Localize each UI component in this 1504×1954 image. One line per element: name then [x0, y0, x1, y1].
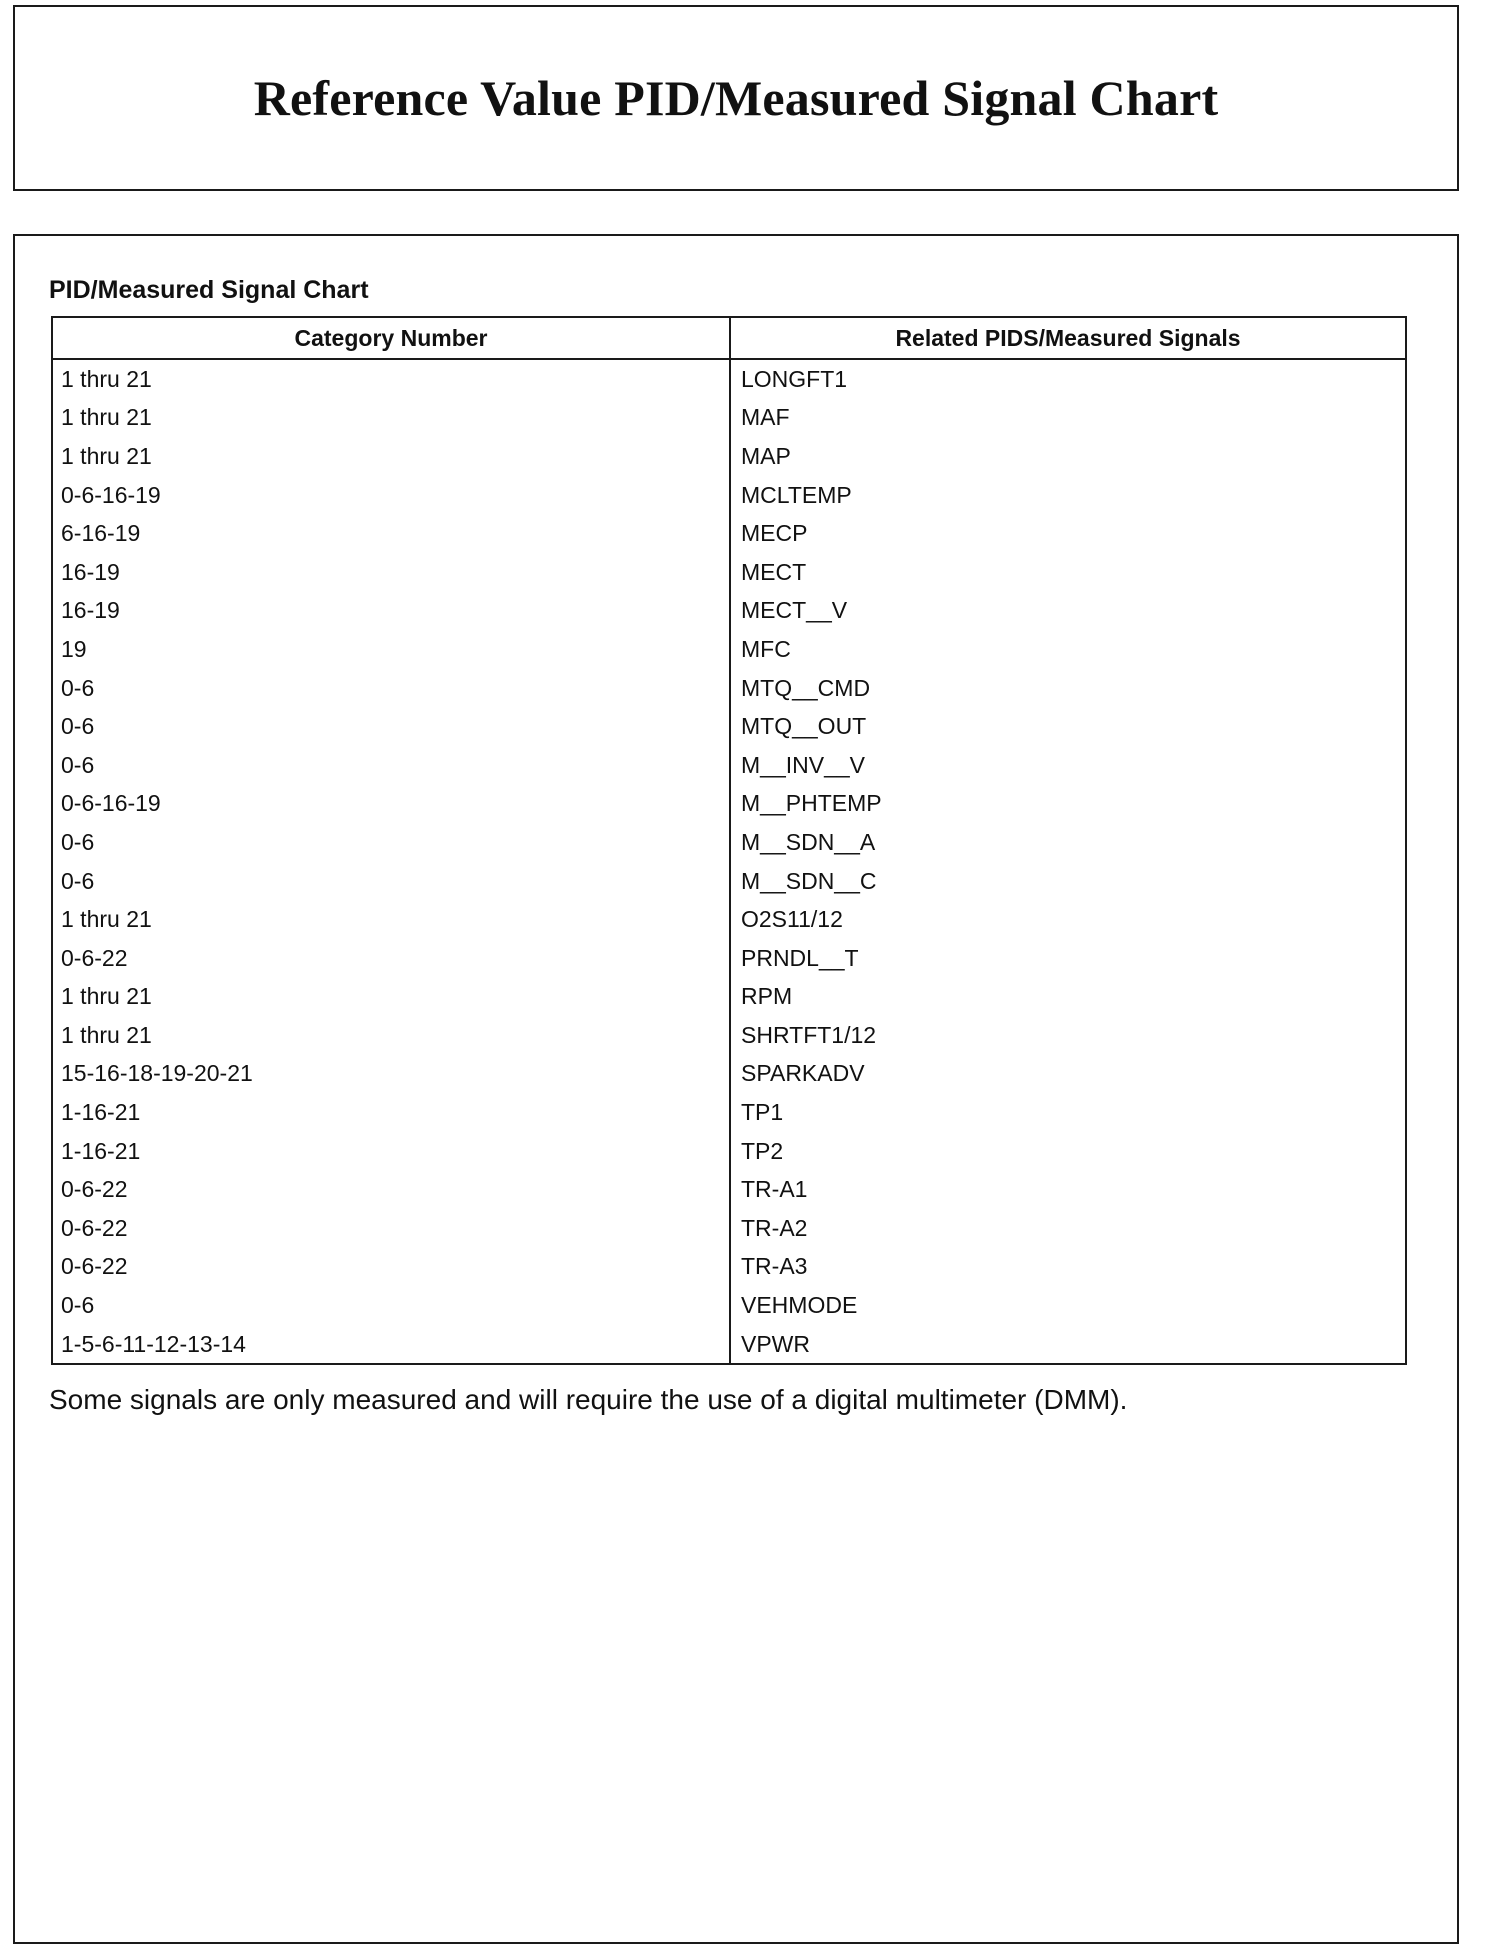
- signal-cell: TR-A1: [741, 1176, 808, 1203]
- table-body: [52, 359, 1406, 1364]
- table-row: [52, 514, 1406, 553]
- category-cell: 6-16-19: [52, 514, 730, 553]
- category-cell: 1-16-21: [52, 1132, 730, 1171]
- footnote: Some signals are only measured and will require the use of a digital multimeter (DMM).: [49, 1384, 1128, 1415]
- table-row: [52, 1248, 1406, 1287]
- category-cell: 1 thru 21: [52, 978, 730, 1017]
- signal-cell: VPWR: [741, 1330, 810, 1357]
- category-cell: 1-5-6-11-12-13-14: [52, 1325, 730, 1365]
- signal-cell: MTQ__CMD: [741, 674, 871, 701]
- signal-cell: TP2: [741, 1137, 784, 1164]
- table-row: [52, 1325, 1406, 1365]
- content-box: [13, 234, 1459, 1944]
- table-row: [52, 862, 1406, 901]
- table-row: [52, 669, 1406, 708]
- signal-cell: TR-A2: [741, 1214, 808, 1241]
- category-cell: 1 thru 21: [52, 1016, 730, 1055]
- signal-cell: MECP: [741, 520, 808, 547]
- category-cell: 0-6-22: [52, 939, 730, 978]
- category-cell: 0-6: [52, 823, 730, 862]
- table-row: [52, 1170, 1406, 1209]
- table-row: [52, 1055, 1406, 1094]
- table-row: [52, 1209, 1406, 1248]
- signal-cell: MAF: [741, 404, 790, 431]
- signal-cell: MCLTEMP: [741, 481, 852, 508]
- category-cell: 19: [52, 630, 730, 669]
- signal-cell: M__INV__V: [741, 751, 866, 778]
- category-cell: 1 thru 21: [52, 437, 730, 476]
- table-row: [52, 630, 1406, 669]
- page-title: Reference Value PID/Measured Signal Chart: [253, 70, 1219, 126]
- category-cell: 1 thru 21: [52, 399, 730, 438]
- table-header-row: [52, 317, 1406, 359]
- table-row: [52, 978, 1406, 1017]
- signal-table: [51, 316, 1407, 1365]
- category-cell: 0-6: [52, 746, 730, 785]
- table-row: [52, 900, 1406, 939]
- table-row: [52, 1093, 1406, 1132]
- table-row: [52, 823, 1406, 862]
- category-cell: 0-6-16-19: [52, 785, 730, 824]
- signal-cell: LONGFT1: [741, 365, 848, 392]
- chart-label: PID/Measured Signal Chart: [49, 276, 369, 304]
- category-cell: 0-6-22: [52, 1248, 730, 1287]
- column-header-category: Category Number: [52, 317, 730, 359]
- signal-cell: VEHMODE: [741, 1292, 858, 1319]
- category-cell: 1 thru 21: [52, 359, 730, 399]
- signal-cell: TR-A3: [741, 1253, 808, 1280]
- category-cell: 0-6: [52, 669, 730, 708]
- signal-cell: MECT__V: [741, 597, 848, 624]
- category-cell: 0-6-16-19: [52, 476, 730, 515]
- category-cell: 1 thru 21: [52, 900, 730, 939]
- signal-cell: M__PHTEMP: [741, 790, 882, 817]
- table-row: [52, 399, 1406, 438]
- signal-cell: MAP: [741, 442, 791, 469]
- table-row: [52, 592, 1406, 631]
- signal-cell: O2S11/12: [741, 906, 843, 933]
- table-row: [52, 553, 1406, 592]
- category-cell: 16-19: [52, 592, 730, 631]
- signal-cell: M__SDN__C: [741, 867, 877, 894]
- table-row: [52, 746, 1406, 785]
- signal-cell: TP1: [741, 1099, 784, 1126]
- table-row: [52, 359, 1406, 399]
- title-box: [13, 5, 1459, 191]
- signal-cell: M__SDN__A: [741, 828, 876, 855]
- category-cell: 0-6-22: [52, 1209, 730, 1248]
- category-cell: 15-16-18-19-20-21: [52, 1055, 730, 1094]
- category-cell: 0-6: [52, 862, 730, 901]
- signal-cell: SPARKADV: [741, 1060, 865, 1087]
- signal-cell: MECT: [741, 558, 807, 585]
- table-row: [52, 437, 1406, 476]
- table-row: [52, 1016, 1406, 1055]
- category-cell: 0-6: [52, 1286, 730, 1325]
- table-row: [52, 1286, 1406, 1325]
- category-cell: 0-6-22: [52, 1170, 730, 1209]
- signal-cell: MFC: [741, 635, 791, 662]
- signal-cell: MTQ__OUT: [741, 713, 867, 740]
- table-row: [52, 707, 1406, 746]
- signal-cell: PRNDL__T: [741, 944, 859, 971]
- signal-cell: SHRTFT1/12: [741, 1021, 877, 1048]
- table-row: [52, 939, 1406, 978]
- column-header-signals: Related PIDS/Measured Signals: [730, 317, 1406, 359]
- table-row: [52, 785, 1406, 824]
- category-cell: 1-16-21: [52, 1093, 730, 1132]
- signal-cell: RPM: [741, 983, 793, 1010]
- table-row: [52, 1132, 1406, 1171]
- table-row: [52, 476, 1406, 515]
- category-cell: 16-19: [52, 553, 730, 592]
- category-cell: 0-6: [52, 707, 730, 746]
